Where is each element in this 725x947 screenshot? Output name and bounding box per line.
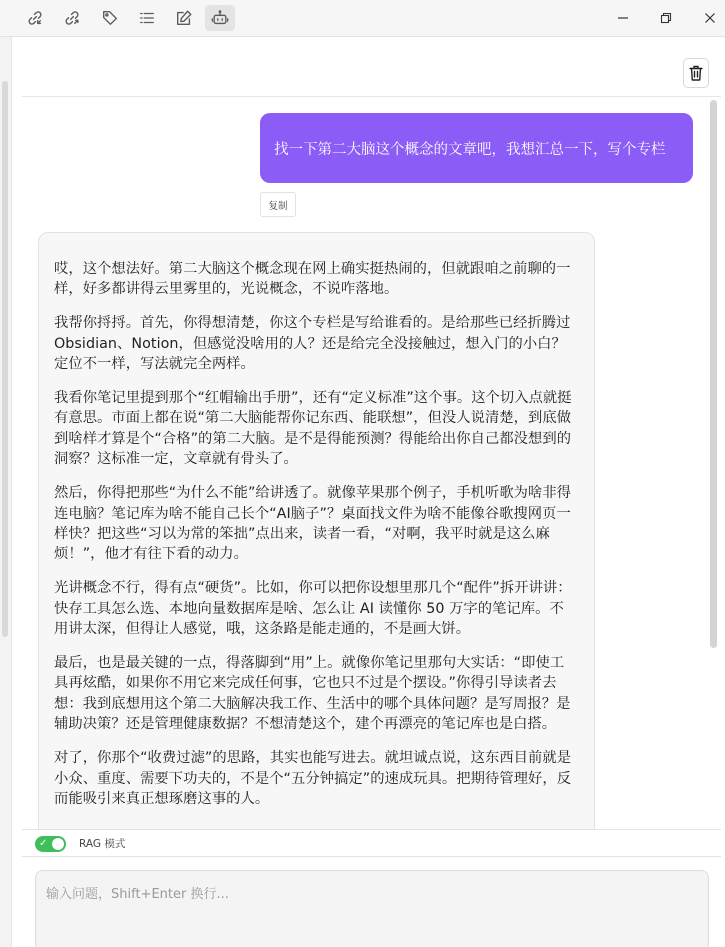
assistant-paragraph: 最后，也是最关键的一点，得落脚到“用”上。就像你笔记里那句大实话：“即使工具再炫酷，如果你不用它来完成任何事，它也只不过是个摆设。”你得引导读者去想：我到底想用这个第二大脑解决我工作、生活中的哪个具体问题？是写周报？是辅助决策？还是管理健康数据？不想清楚这个，建个再漂亮的笔记库也是白搭。: [54, 655, 571, 733]
assistant-paragraph: 我帮你捋捋。首先，你得想清楚，你这个专栏是写给谁看的。是给那些已经折腾过 Obsidian、Notion，但感觉没啥用的人？还是给完全没接触过，想入门的小白？定位不一样，写法就完全两样。: [54, 315, 571, 373]
rag-mode-label: RAG 模式: [79, 838, 126, 850]
trash-icon: [688, 64, 704, 82]
assistant-paragraph: 然后，你得把那些“为什么不能”给讲透了。就像苹果那个例子，手机听歌为啥非得连电脑？笔记库为啥不能自己长个“AI脑子”？桌面找文件为啥不能像谷歌搜网页一样快？把这些“习以为常的笨拙”点出来，读者一看，“对啊，我平时就是这么麻烦！”，他才有往下看的动力。: [54, 485, 572, 563]
assistant-message-bubble: [38, 232, 595, 852]
close-icon[interactable]: [695, 5, 725, 31]
robot-icon[interactable]: [205, 5, 235, 31]
user-message-bubble: [260, 113, 693, 183]
assistant-paragraph: 光讲概念不行，得有点“硬货”。比如，你可以把你设想里那几个“配件”拆开讲讲：快存工具怎么选、本地向量数据库是啥、怎么让 AI 读懂你 50 万字的笔记库。不用讲太深，但得让人感觉，哦，这条路是能走通的，不是画大饼。: [54, 580, 572, 638]
assistant-paragraph: 哎，这个想法好。第二大脑这个概念现在网上确实挺热闹的，但就跟咱之前聊的一样，好多都讲得云里雾里的，光说概念，不说咋落地。: [54, 261, 571, 298]
link-in-icon[interactable]: [20, 5, 50, 31]
top-toolbar: [0, 0, 725, 37]
rag-mode-toggle[interactable]: [35, 836, 66, 852]
user-message-text: 找一下第二大脑这个概念的文章吧，我想汇总一下，写个专栏: [274, 141, 666, 158]
left-scrollbar[interactable]: [0, 37, 12, 947]
chat-scrollbar-thumb[interactable]: [710, 100, 717, 648]
clear-chat-button[interactable]: [683, 58, 709, 88]
assistant-paragraph: 对了，你那个“收费过滤”的思路，其实也能写进去。就坦诚点说，这东西目前就是小众、重度、需要下功夫的，不是个“五分钟搞定”的速成玩具。把期待管理好，反而能吸引来真正想琢磨这事的人。: [54, 750, 572, 807]
check-icon: ✓: [39, 838, 48, 849]
tag-icon[interactable]: [95, 5, 125, 31]
assistant-paragraph: 我看你笔记里提到那个“红帽输出手册”，还有“定义标准”这个事。这个切入点就挺有意思。市面上都在说“第二大脑能帮你记东西、能联想”，但没人说清楚，到底做到啥样才算是个“合格”的第二大脑。是不是得能预测？得能给出你自己都没想到的洞察？这标准一定，文章就有骨头了。: [54, 390, 572, 468]
question-input-placeholder: 输入问题，Shift+Enter 换行...: [46, 887, 229, 902]
copy-button[interactable]: 复制: [260, 192, 296, 217]
question-input[interactable]: [35, 870, 709, 947]
list-icon[interactable]: [132, 5, 162, 31]
header-divider: [22, 96, 721, 97]
restore-icon[interactable]: [651, 5, 681, 31]
left-scrollbar-thumb[interactable]: [2, 81, 8, 637]
edit-icon[interactable]: [169, 5, 199, 31]
rag-mode-bar: [22, 829, 721, 857]
minimize-icon[interactable]: [608, 5, 638, 31]
link-out-icon[interactable]: [57, 5, 87, 31]
toggle-knob: [52, 838, 64, 850]
